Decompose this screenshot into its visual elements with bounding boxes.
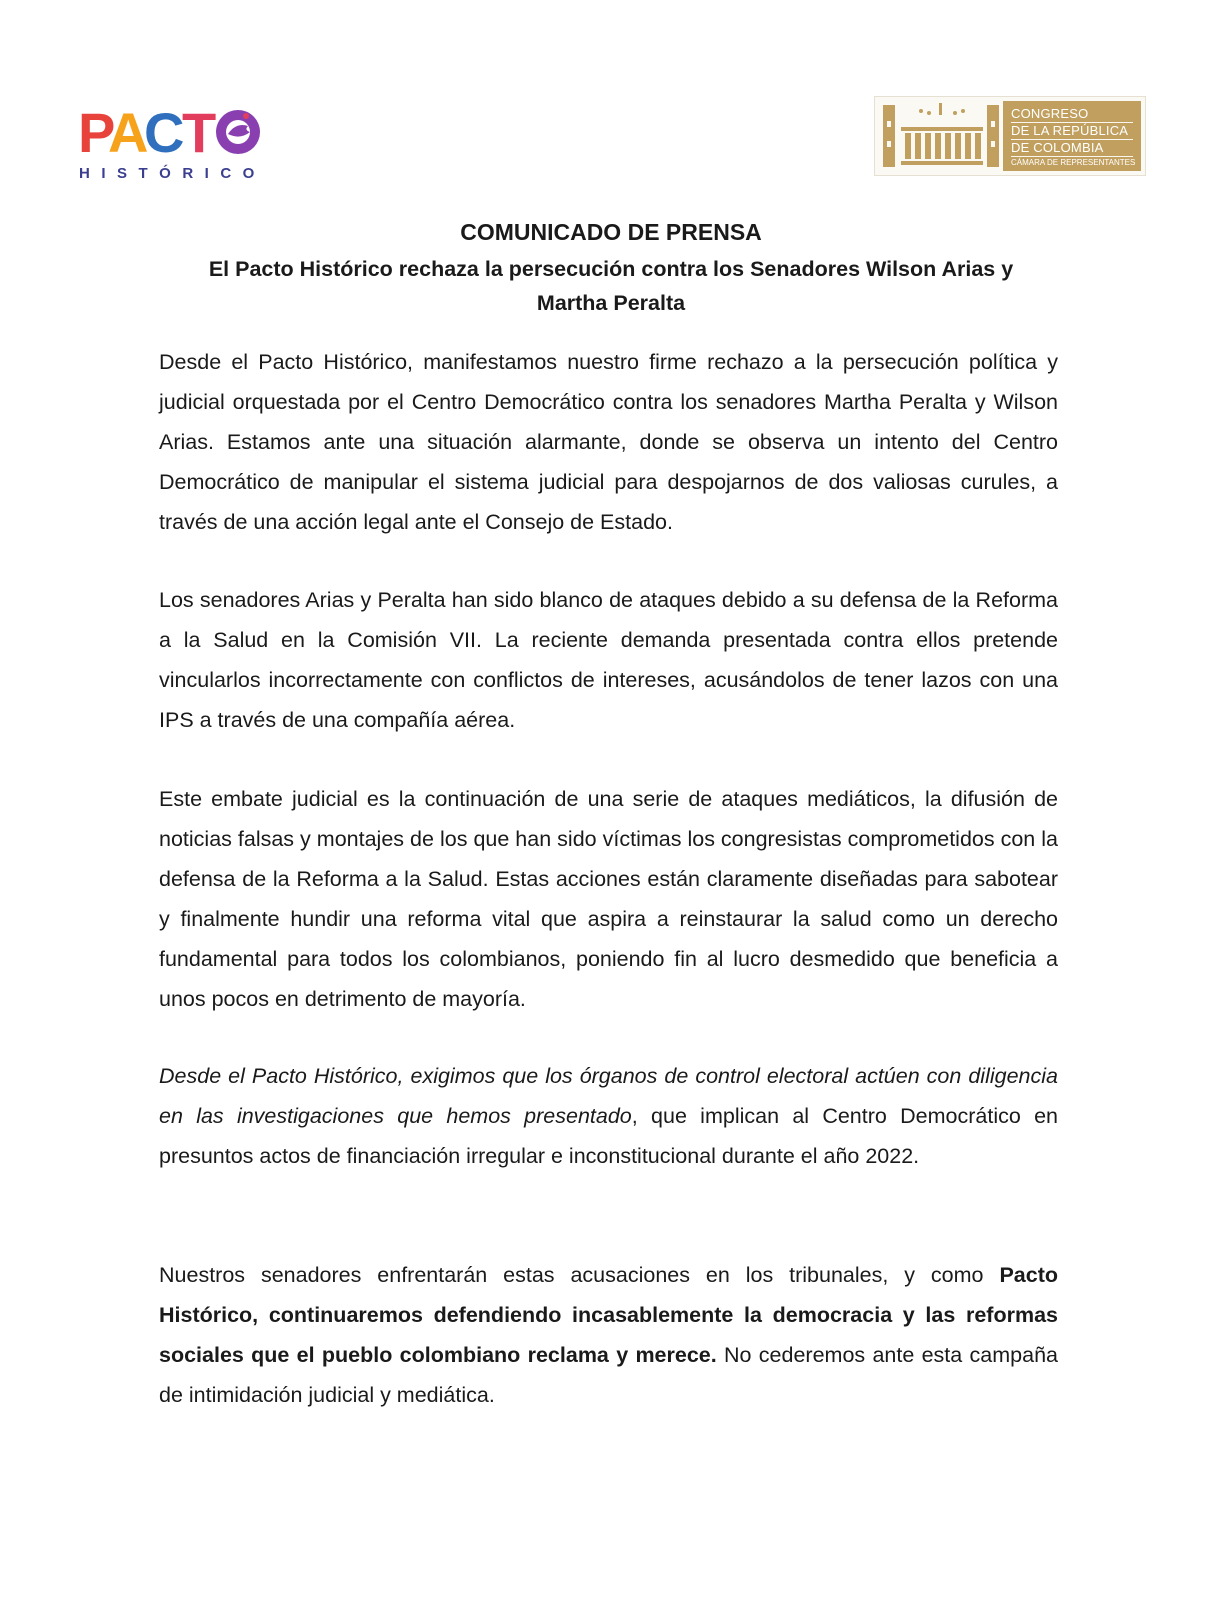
congreso-line-3: DE COLOMBIA [1011,140,1133,157]
paragraph-2 [159,580,1058,740]
congreso-line-2: DE LA REPÚBLICA [1011,123,1133,140]
document-subtitle-line-2: Martha Peralta [536,291,686,315]
paragraph-4 [159,1056,1058,1176]
document-title: COMUNICADO DE PRENSA [460,219,762,245]
congreso-name-panel [1003,101,1141,171]
paragraph-1 [159,342,1058,542]
congreso-line-1: CONGRESO [1011,106,1133,123]
paragraph-2-text: Los senadores Arias y Peralta han sido blanco de ataques debido a su defensa de la Reforma a la Salud en la Comisión VII. La reciente demanda presentada contra ellos pretende vincularlos incorrectamente con conflictos de intereses, acusándolos de tener lazos con una IPS a través de una compañía aérea. [159,588,1058,732]
paragraph-4-italic: Desde el Pacto Histórico, exigimos que los órganos de control electoral actúen con diligencia en las investigaciones que hemos presentado [159,1064,1058,1128]
paragraph-5 [159,1255,1058,1415]
paragraph-5-text [159,1255,1058,1415]
paragraph-5-start: Nuestros senadores enfrentarán estas acusaciones en los tribunales, y como [159,1263,1000,1287]
paragraph-3-text: Este embate judicial es la continuación de una serie de ataques mediáticos, la difusión de noticias falsas y montajes de los que han sido víctimas los congresistas comprometidos con la defensa de la Reforma a la Salud. Estas acciones están claramente diseñadas para sabotear y finalmente hundir una reforma vital que aspira a reinstaurar la salud como un derecho fundamental para todos los colombianos, poniendo fin al lucro desmedido que beneficia a unos pocos en detrimento de mayoría. [159,787,1058,1011]
pacto-historico-logo [78,100,268,184]
svg-text:A: A [108,101,149,164]
svg-text:T: T [182,101,217,164]
svg-text:C: C [144,101,185,164]
paragraph-3 [159,779,1058,1019]
paragraph-4-text [159,1056,1058,1176]
paragraph-4-rest: , que implican al Centro Democrático en presuntos actos de financiación irregular e inconstitucional durante el año 2022. [159,1104,1058,1168]
svg-text:HISTÓRICO: HISTÓRICO [79,165,266,182]
pacto-historico-logo-mark [78,100,268,184]
svg-text:P: P [78,101,116,164]
capitol-building-icon [881,101,1003,171]
congreso-colombia-logo [874,96,1146,176]
congreso-line-4: CÁMARA DE REPRESENTANTES [1011,158,1136,167]
paragraph-5-end: No cederemos ante esta campaña de intimidación judicial y mediática. [159,1343,1058,1407]
document-subtitle [160,252,1062,320]
document-subtitle-line-1: El Pacto Histórico rechaza la persecución contra los Senadores Wilson Arias y [208,257,1014,281]
paragraph-5-bold: Pacto Histórico, continuaremos defendiendo incasablemente la democracia y las reformas sociales que el pueblo colombiano reclama y merece. [159,1263,1058,1367]
paragraph-1-text: Desde el Pacto Histórico, manifestamos nuestro firme rechazo a la persecución política y judicial orquestada por el Centro Democrático contra los senadores Martha Peralta y Wilson Arias. Estamos ante una situación alarmante, donde se observa un intento del Centro Democrático de manipular el sistema judicial para despojarnos de dos valiosas curules, a través de una acción legal ante el Consejo de Estado. [159,350,1058,534]
